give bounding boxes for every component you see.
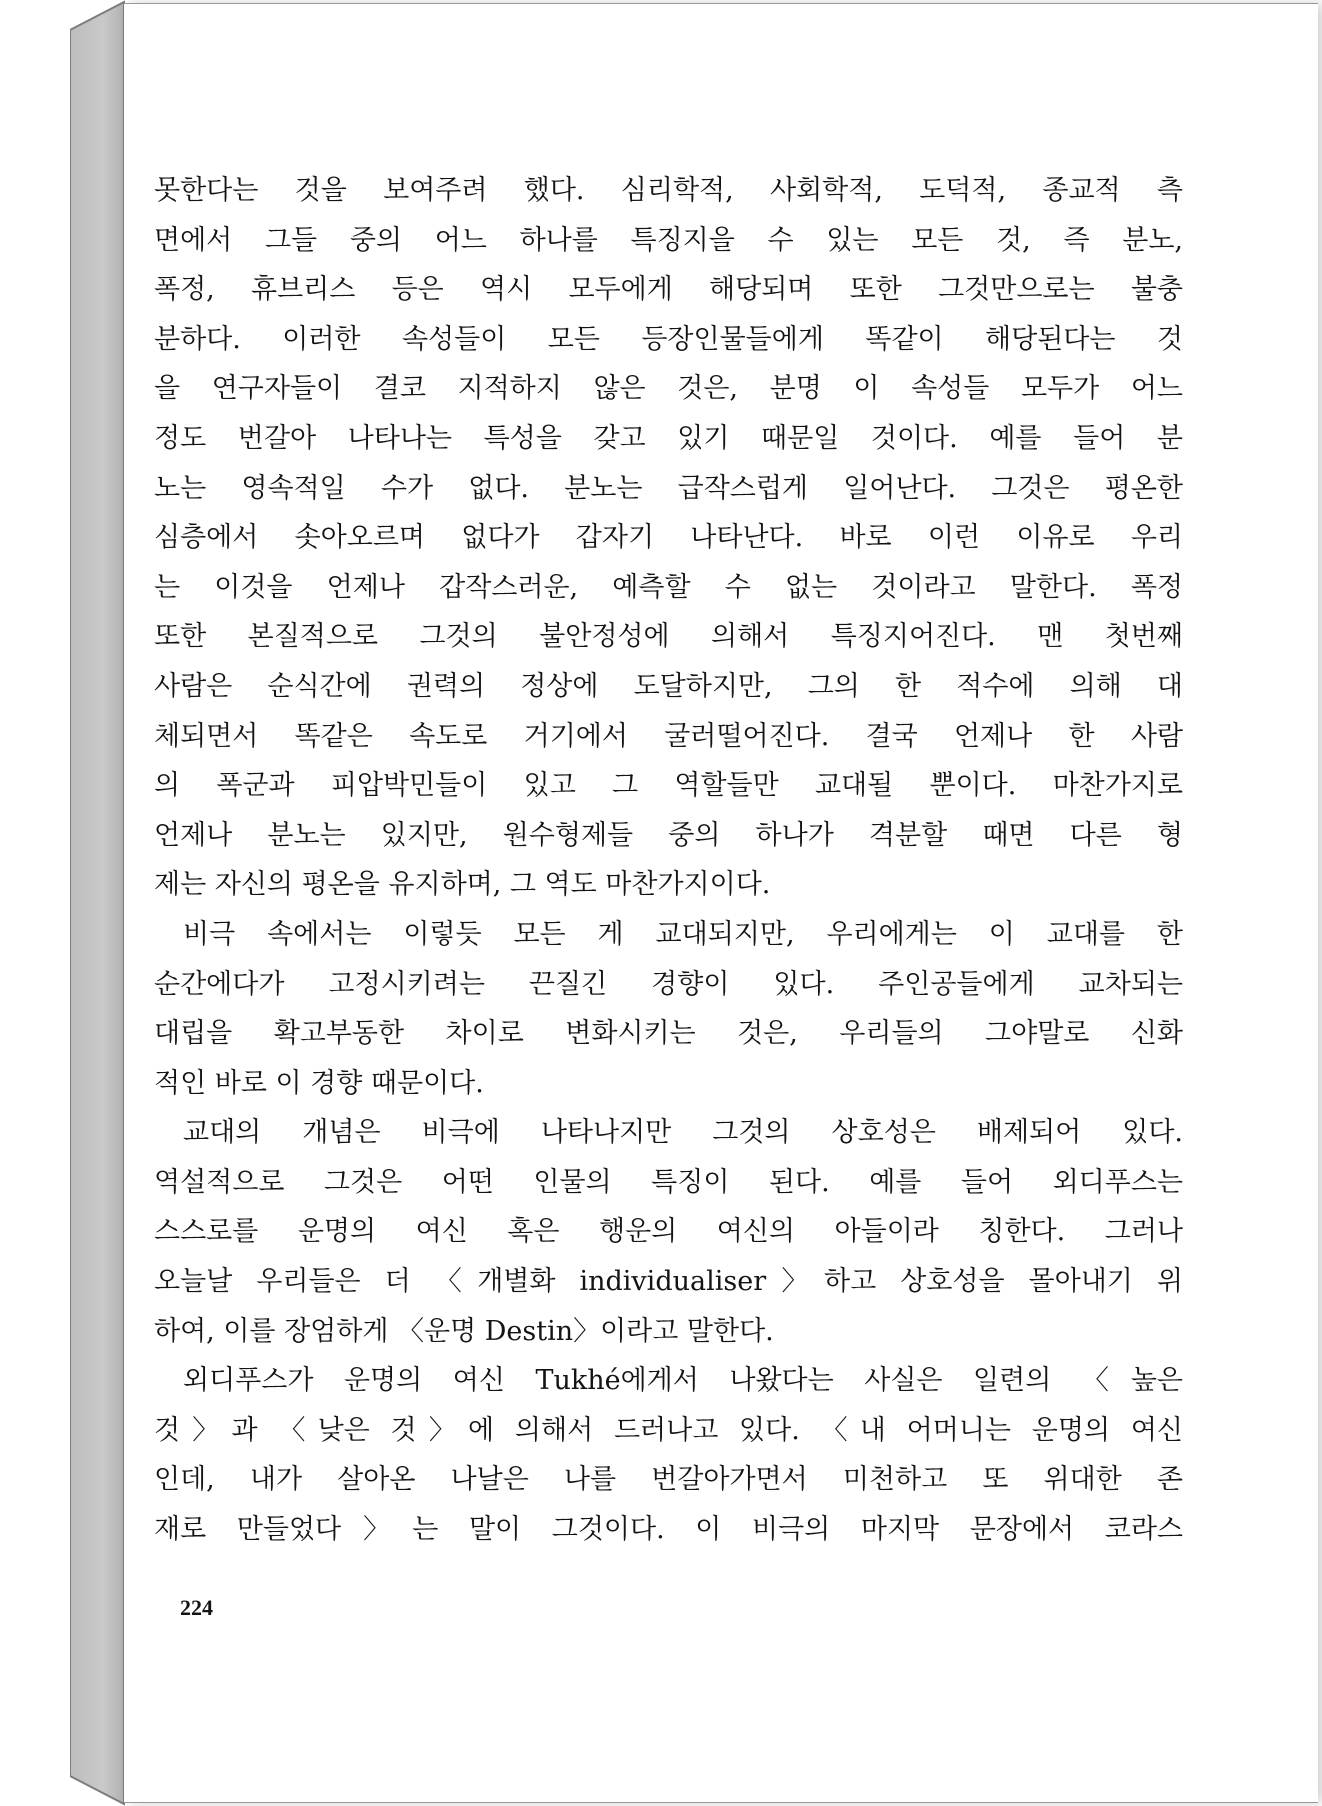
text-line: 언제나 분노는 있지만, 원수형제들 중의 하나가 격분할 때면 다른 형 [154,819,1183,851]
text-line: 정도 번갈아 나타나는 특성을 갖고 있기 때문일 것이다. 예를 들어 분 [154,422,1183,454]
text-line: 못한다는 것을 보여주려 했다. 심리학적, 사회학적, 도덕적, 종교적 측 [154,175,1183,206]
text-line: 사람은 순식간에 권력의 정상에 도달하지만, 그의 한 적수에 의해 대 [154,670,1183,702]
text-line: 적인 바로 이 경향 때문이다. [154,1067,484,1099]
paragraph [154,1356,1183,1554]
text-line: 폭정, 휴브리스 등은 역시 모두에게 해당되며 또한 그것만으로는 불충 [154,274,1183,306]
text-line: 것〉과 〈낮은 것〉에 의해서 드러나고 있다. 〈내 어머니는 운명의 여신 [154,1414,1183,1446]
text-line: 또한 본질적으로 그것의 불안정성에 의해서 특징지어진다. 맨 첫번째 [154,621,1183,653]
text-line: 교대의 개념은 비극에 나타나지만 그것의 상호성은 배제되어 있다. [183,1117,1183,1149]
page-number: 224 [180,1595,213,1620]
text-line: 외디푸스가 운명의 여신 Tukhé에게서 나왔다는 사실은 일련의 〈높은 [183,1365,1183,1397]
text-line: 노는 영속적일 수가 없다. 분노는 급작스럽게 일어난다. 그것은 평온한 [154,472,1183,504]
text-line: 비극 속에서는 이렇듯 모든 게 교대되지만, 우리에게는 이 교대를 한 [183,918,1183,950]
text-line: 면에서 그들 중의 어느 하나를 특징지을 수 있는 모든 것, 즉 분노, [154,224,1183,256]
text-line: 는 이것을 언제나 갑작스러운, 예측할 수 없는 것이라고 말한다. 폭정 [154,571,1183,603]
text-line: 재로 만들었다〉는 말이 그것이다. 이 비극의 마지막 문장에서 코라스 [154,1514,1183,1546]
text-line: 순간에다가 고정시키려는 끈질긴 경향이 있다. 주인공들에게 교차되는 [154,968,1183,1000]
text-line: 체되면서 똑같은 속도로 거기에서 굴러떨어진다. 결국 언제나 한 사람 [154,720,1183,752]
book-spine [70,0,125,1806]
text-line: 인데, 내가 살아온 나날은 나를 번갈아가면서 미천하고 또 위대한 존 [154,1464,1183,1496]
text-line: 을 연구자들이 결코 지적하지 않은 것은, 분명 이 속성들 모두가 어느 [154,373,1183,405]
text-line: 분하다. 이러한 속성들이 모든 등장인물들에게 똑같이 해당된다는 것 [154,323,1183,355]
text-line: 대립을 확고부동한 차이로 변화시키는 것은, 우리들의 그야말로 신화 [154,1018,1183,1050]
paragraph [154,166,1183,910]
text-line: 스스로를 운명의 여신 혹은 행운의 여신의 아들이라 칭한다. 그러나 [154,1216,1183,1248]
text-line: 의 폭군과 피압박민들이 있고 그 역할들만 교대될 뿐이다. 마찬가지로 [154,770,1183,802]
text-line: 심층에서 솟아오르며 없다가 갑자기 나타난다. 바로 이런 이유로 우리 [154,522,1183,554]
book-spine-shape [70,0,125,1806]
paragraph [154,910,1183,1108]
page-body-text [154,166,1183,1555]
text-line: 제는 자신의 평온을 유지하며, 그 역도 마찬가지이다. [154,869,771,901]
paragraph [154,1108,1183,1356]
text-line: 역설적으로 그것은 어떤 인물의 특징이 된다. 예를 들어 외디푸스는 [154,1166,1183,1198]
text-line: 오늘날 우리들은 더 〈개별화 individualiser〉하고 상호성을 몰아내기 위 [154,1266,1183,1298]
text-line: 하여, 이를 장엄하게 〈운명 Destin〉이라고 말한다. [154,1315,774,1347]
